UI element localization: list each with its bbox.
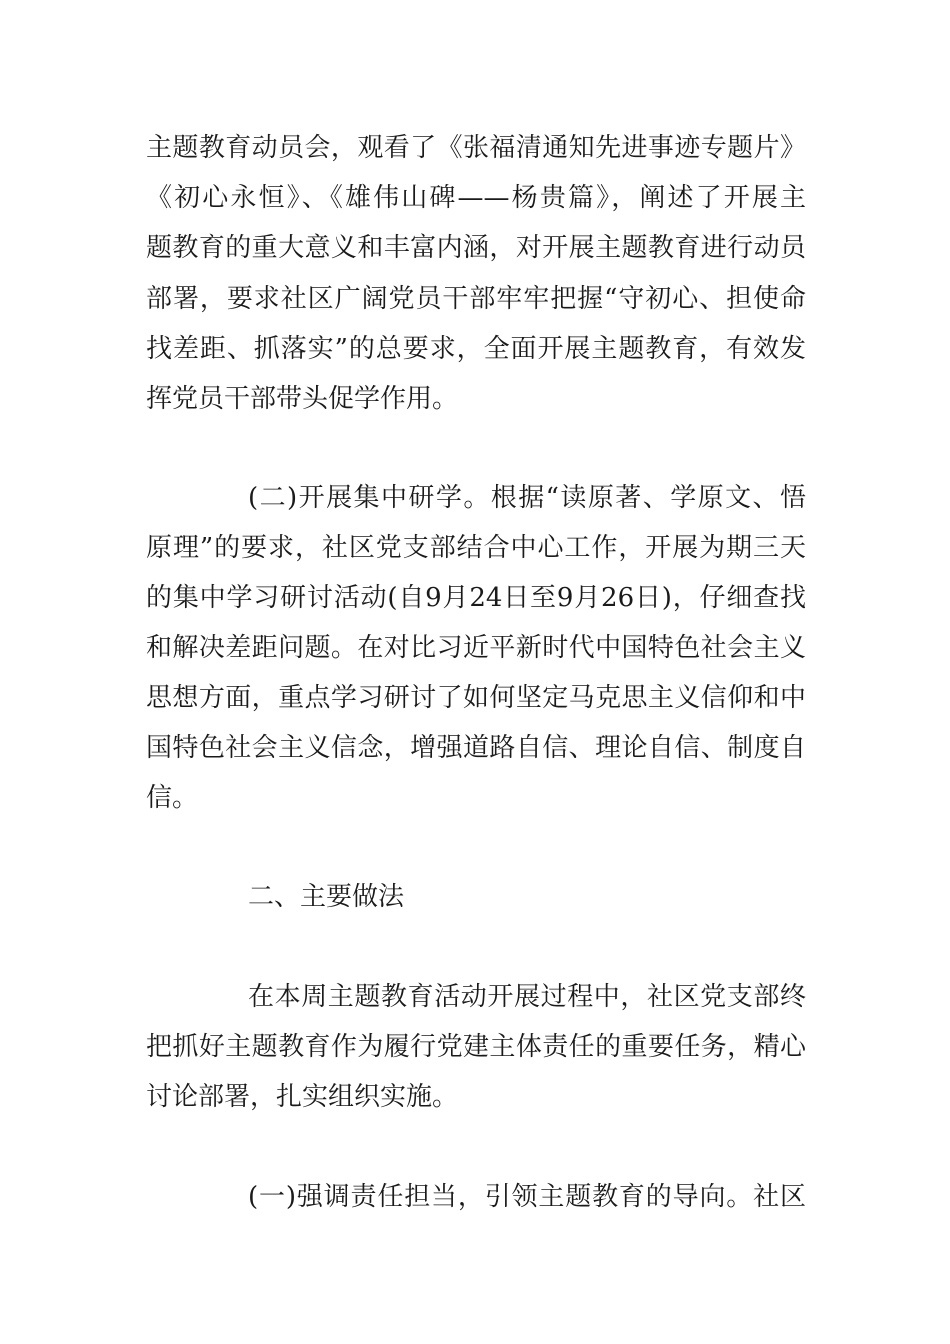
paragraph-1-line-1: 主题教育动员会，观看了《张福清通知先进事迹专题片》 — [146, 133, 806, 163]
paragraph-3-line-3: 讨论部署，扎实组织实施。 — [146, 1082, 459, 1112]
paragraph-2-line-2: 原理”的要求，社区党支部结合中心工作，开展为期三天 — [146, 533, 806, 563]
paragraph-3-line-1: 在本周主题教育活动开展过程中，社区党支部终 — [248, 982, 806, 1012]
paragraph-1-line-6: 挥党员干部带头促学作用。 — [146, 384, 459, 414]
paragraph-1-line-3: 题教育的重大意义和丰富内涵，对开展主题教育进行动员 — [146, 233, 806, 263]
paragraph-3-line-2: 把抓好主题教育作为履行党建主体责任的重要任务，精心 — [146, 1032, 806, 1062]
paragraph-1-line-5: 找差距、抓落实”的总要求，全面开展主题教育，有效发 — [146, 334, 806, 364]
paragraph-1-line-2: 《初心永恒》、《雄伟山碑——杨贵篇》，阐述了开展主 — [146, 183, 806, 213]
paragraph-2-line-3: 的集中学习研讨活动(自9月24日至9月26日)，仔细查找 — [146, 583, 806, 613]
paragraph-2-line-6: 国特色社会主义信念，增强道路自信、理论自信、制度自 — [146, 733, 806, 763]
section-heading: 二、主要做法 — [248, 882, 405, 912]
paragraph-2-line-1: (二)开展集中研学。根据“读原著、学原文、悟 — [248, 483, 806, 513]
paragraph-1-line-4: 部署，要求社区广阔党员干部牢牢把握“守初心、担使命 — [146, 284, 806, 314]
paragraph-4-line-1: (一)强调责任担当，引领主题教育的导向。社区 — [248, 1182, 806, 1212]
paragraph-2-line-5: 思想方面，重点学习研讨了如何坚定马克思主义信仰和中 — [146, 683, 806, 713]
paragraph-2-line-7: 信。 — [146, 783, 199, 813]
paragraph-2-line-4: 和解决差距问题。在对比习近平新时代中国特色社会主义 — [146, 633, 806, 663]
